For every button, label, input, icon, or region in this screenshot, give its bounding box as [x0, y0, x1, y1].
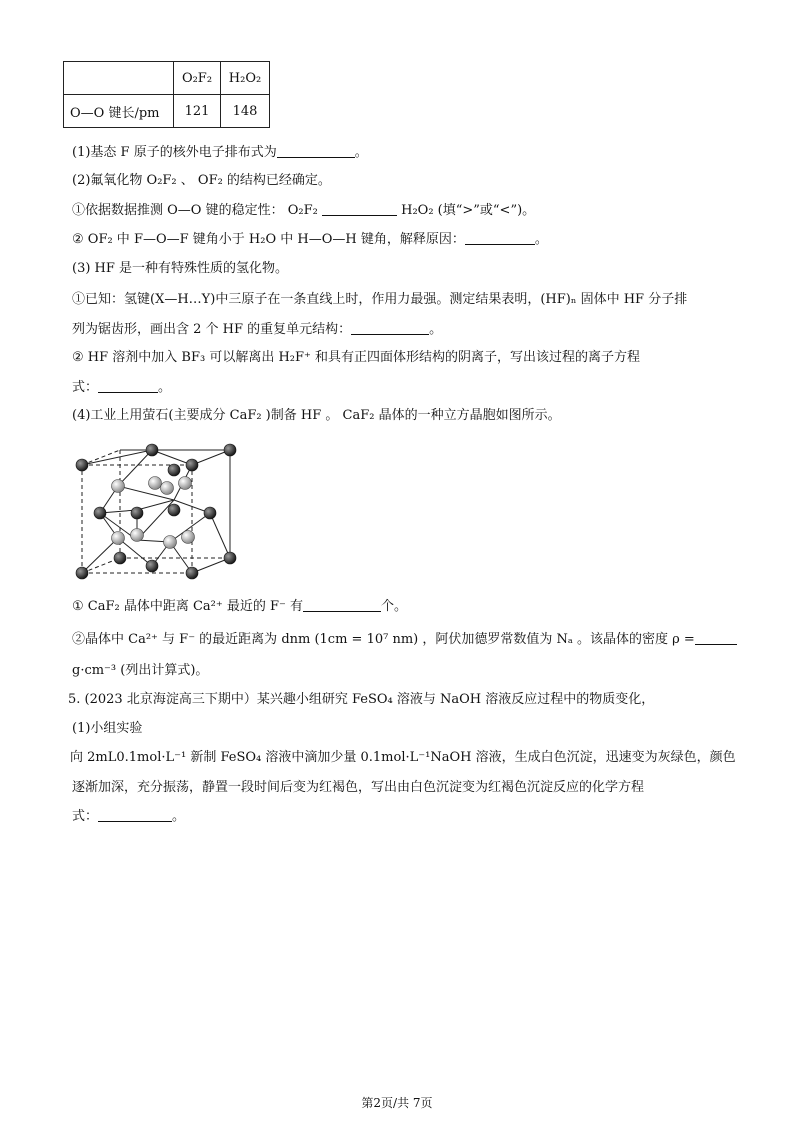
question-line: (1)小组实验	[72, 721, 143, 736]
page-footer: 第2页/共 7页	[361, 1096, 433, 1110]
question-line: 向 2mL0.1mol·L⁻¹ 新制 FeSO₄ 溶液中滴加少量 0.1mol·L⁻¹NaOH 溶液，生成白色沉淀，迅速变为灰绿色，颜色	[70, 750, 736, 765]
caf2-unit-cell-diagram	[70, 440, 245, 585]
question-line: (2)氟氧化物 O₂F₂ 、 OF₂ 的结构已经确定。	[72, 173, 331, 188]
question-line: 式： 。	[72, 809, 186, 824]
table-row	[64, 95, 270, 128]
question-line: ①依据数据推测 O—O 键的稳定性： O₂F₂ H₂O₂ (填“>”或“<”)。	[72, 203, 536, 218]
bond-length-table	[63, 61, 270, 128]
question-line: (1)基态 F 原子的核外电子排布式为 。	[72, 145, 368, 160]
question-line: g·cm⁻³ (列出计算式)。	[72, 663, 209, 678]
table-cell: 148	[221, 95, 270, 128]
question-line: (3) HF 是一种有特殊性质的氢化物。	[72, 261, 289, 276]
answer-blank[interactable]	[98, 807, 172, 822]
question-line: ②晶体中 Ca²⁺ 与 F⁻ 的最近距离为 dnm (1cm = 10⁷ nm) ，阿伏加德罗常数值为 Nₐ 。该晶体的密度 ρ =	[72, 630, 737, 649]
answer-blank[interactable]	[98, 378, 158, 393]
answer-blank[interactable]	[465, 230, 535, 245]
answer-blank[interactable]	[303, 597, 381, 612]
question-line: 式： 。	[72, 380, 172, 395]
question-line: 逐渐加深，充分振荡，静置一段时间后变为红褐色，写出由白色沉淀变为红褐色沉淀反应的化学方程	[72, 780, 645, 795]
answer-blank[interactable]	[277, 143, 355, 158]
table-header-row	[64, 62, 270, 95]
question-line: (4)工业上用萤石(主要成分 CaF₂ )制备 HF 。 CaF₂ 晶体的一种立方晶胞如图所示。	[72, 408, 561, 423]
answer-blank[interactable]	[695, 630, 737, 645]
table-cell: O—O 键长/pm	[64, 95, 174, 128]
table-cell: H₂O₂	[221, 62, 270, 95]
question-line: ② HF 溶剂中加入 BF₃ 可以解离出 H₂F⁺ 和具有正四面体形结构的阴离子，写出该过程的离子方程	[72, 350, 641, 365]
question-line: 列为锯齿形，画出含 2 个 HF 的重复单元结构： 。	[72, 322, 443, 337]
question-line: ① CaF₂ 晶体中距离 Ca²⁺ 最近的 F⁻ 有 个。	[72, 599, 408, 614]
table-cell: O₂F₂	[174, 62, 221, 95]
question-line: 5. (2023 北京海淀高三下期中）某兴趣小组研究 FeSO₄ 溶液与 NaOH 溶液反应过程中的物质变化，	[68, 692, 655, 707]
question-line: ①已知：氢键(X—H…Y)中三原子在一条直线上时，作用力最强。测定结果表明，(HF)ₙ 固体中 HF 分子排	[72, 292, 688, 307]
table-cell: 121	[174, 95, 221, 128]
answer-blank[interactable]	[351, 320, 429, 335]
question-line: ② OF₂ 中 F—O—F 键角小于 H₂O 中 H—O—H 键角，解释原因： 。	[72, 232, 548, 247]
answer-blank[interactable]	[322, 201, 397, 216]
table-cell	[64, 62, 174, 95]
